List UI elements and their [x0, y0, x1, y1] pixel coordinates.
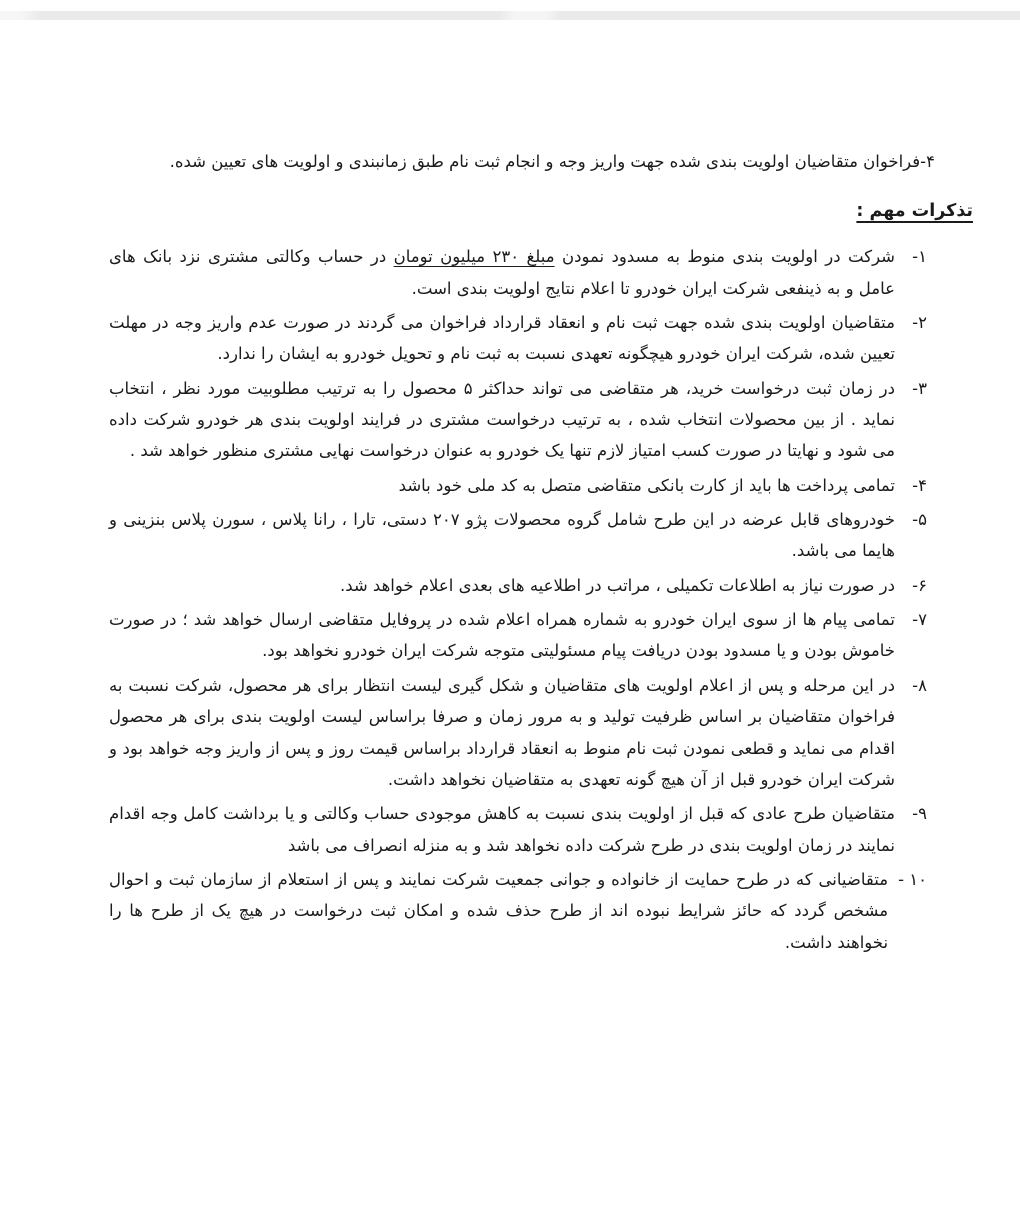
note-text: در صورت نیاز به اطلاعات تکمیلی ، مراتب در اطلاعیه های بعدی اعلام خواهد شد. [339, 575, 895, 595]
important-notes-heading: تذکرات مهم : [856, 201, 973, 222]
note-text: متقاضیانی که در طرح حمایت از خانواده و جوانی جمعیت شرکت نمایند و پس از استعلام از سازمان ثبت و احوال مشخص گردد که حائز شرایط نبوده اند از طرح حذف شده و امکان ثبت درخواست در هیچ یک از طرح ها را نخواهند داشت. [109, 869, 889, 952]
underlined-amount: مبلغ ۲۳۰ میلیون تومان [393, 247, 555, 267]
document-content [109, 146, 973, 961]
note-number: ۵- [912, 510, 927, 530]
note-text-before: شرکت در اولویت بندی منوط به مسدود نمودن [554, 247, 896, 267]
note-number: ۴- [912, 475, 927, 495]
note-text [109, 241, 895, 304]
note-number: ۸- [912, 675, 927, 695]
note-text: خودروهای قابل عرضه در این طرح شامل گروه محصولات پژو ۲۰۷ دستی، تارا ، رانا پلاس ، سورن پلاس بنزینی و هایما می باشد. [109, 510, 895, 561]
note-item [109, 864, 927, 958]
note-number: ۶- [912, 575, 927, 595]
scan-artifact-strip [0, 11, 1020, 20]
note-number: ۱۰ - [898, 869, 927, 889]
note-item [109, 307, 927, 370]
note-item [109, 470, 927, 501]
note-text: تمامی پیام ها از سوی ایران خودرو به شماره همراه اعلام شده در پروفایل متقاضی ارسال خواهد شد ؛ در صورت خاموش بودن و یا مسدود بودن دریافت پیام مسئولیتی متوجه شرکت ایران خودرو نخواهد بود. [109, 610, 895, 661]
note-item [109, 570, 927, 601]
note-number: ۳- [912, 378, 927, 398]
note-item [109, 798, 927, 861]
note-text: در این مرحله و پس از اعلام اولویت های متقاضیان و شکل گیری لیست انتظار برای هر محصول، شرکت نسبت به فراخوان متقاضیان بر اساس ظرفیت تولید و به مرور زمان و صرفا براساس لیست اولویت بندی برای هر محصول اقدام می نماید و قطعی نمودن ثبت نام منوط به انعقاد قرارداد براساس قیمت روز و پس از واریز وجه خواهد بود و شرکت ایران خودرو قبل از آن هیچ گونه تعهدی به متقاضیان نخواهد داشت. [109, 675, 895, 789]
note-text: در زمان ثبت درخواست خرید، هر متقاضی می تواند حداکثر ۵ محصول را به ترتیب مطلوبیت مورد نظر ، انتخاب نماید . از بین محصولات انتخاب شده ، به ترتیب درخواست مشتری در فرایند اولویت بندی هر خودرو شرکت داده می شود و نهایتا در صورت کسب امتیاز لازم تنها یک خودرو به عنوان درخواست نهایی مشتری منظور خواهد شد . [109, 378, 895, 461]
note-text: تمامی پرداخت ها باید از کارت بانکی متقاضی متصل به کد ملی خود باشد [398, 475, 895, 495]
note-number: ۲- [912, 313, 927, 333]
note-text: متقاضیان طرح عادی که قبل از اولویت بندی نسبت به کاهش موجودی حساب وکالتی و یا برداشت کامل وجه اقدام نمایند در زمان اولویت بندی در طرح شرکت داده نخواهد شد و به منزله انصراف می باشد [109, 804, 895, 855]
note-item [109, 604, 927, 667]
note-item [109, 373, 927, 467]
note-text: متقاضیان اولویت بندی شده جهت ثبت نام و انعقاد قرارداد فراخوان می گردند در صورت عدم واریز وجه در مهلت تعیین شده، شرکت ایران خودرو هیچگونه تعهدی نسبت به ثبت نام و تحویل خودرو به ایشان را ندارد. [109, 313, 895, 364]
note-item [109, 504, 927, 567]
note-number: ۷- [912, 610, 927, 630]
note-text-after: در حساب وکالتی مشتری نزد بانک های عامل و به ذینفعی شرکت ایران خودرو تا اعلام نتایج اولویت بندی است. [109, 247, 895, 298]
note-number: ۱- [912, 247, 927, 267]
intro-paragraph: ۴-فراخوان متقاضیان اولویت بندی شده جهت واریز وجه و انجام ثبت نام طبق زمانبندی و اولویت های تعیین شده. [169, 152, 935, 171]
note-number: ۹- [912, 804, 927, 824]
notes-list [109, 241, 973, 958]
note-item [109, 241, 927, 304]
note-item [109, 670, 927, 795]
